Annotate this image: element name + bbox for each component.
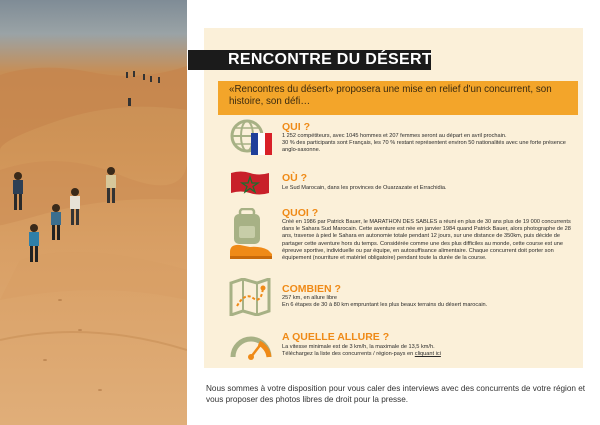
allure-line-2 bbox=[282, 351, 572, 358]
morocco-flag-icon bbox=[231, 170, 269, 196]
map-icon bbox=[229, 278, 271, 316]
qui-heading: QUI ? bbox=[282, 121, 310, 133]
allure-heading: A QUELLE ALLURE ? bbox=[282, 331, 390, 343]
footer-text: Nous sommes à votre disposition pour vous caler des interviews avec des concurrents de votre région et vous proposer des photos libres de droit pour la presse. bbox=[206, 384, 586, 404]
globe-flag-icon bbox=[229, 118, 274, 158]
ou-text: Le Sud Marocain, dans les provinces de Ouarzazate et Errachidia. bbox=[282, 185, 447, 191]
combien-line-2: En 6 étapes de 30 à 80 km empruntant les plus beaux terrains du désert marocain. bbox=[282, 302, 488, 309]
combien-heading: COMBIEN ? bbox=[282, 283, 341, 295]
quoi-text: Créé en 1986 par Patrick Bauer, le MARATHON DES SABLES a réuni en plus de 30 ans plus de 19 000 concurrents dans le Sahara Sud Marocain. Cette aventure est née en janvier 1984 quand Patrick Bauer, alors photographe de 28 ans, traverse à pied le Sahara en autonomie totale pendant 12 jours, sur une distance de 350km, puis décide de partager cette aventure hors du temps. Considérée comme une des plus difficiles au monde, cette course est une épreuve sportive, individuelle ou par équipe, en autosuffisance alimentaire. Chaque concurrent doit porter son équipement (nourriture et matériel obligatoire) pendant toute la durée de la course. bbox=[282, 219, 571, 262]
download-prefix: Téléchargez la liste des concurrents / région-pays en bbox=[282, 351, 415, 358]
combien-text bbox=[282, 295, 572, 309]
intro-text: «Rencontres du désert» proposera une mise en relief d'un concurrent, son histoire, son défi… bbox=[229, 84, 552, 107]
allure-line-1: La vitesse minimale est de 3 km/h, la maximale de 13,5 km/h. bbox=[282, 344, 435, 350]
page-title: RENCONTRE DU DÉSERT bbox=[228, 51, 432, 68]
speedometer-icon bbox=[229, 330, 273, 360]
quoi-heading: QUOI ? bbox=[282, 207, 319, 219]
qui-text bbox=[282, 133, 572, 155]
download-link[interactable]: cliquant ici bbox=[414, 351, 441, 358]
desert-runners-photo bbox=[0, 0, 187, 425]
qui-line-2: 30 % des participants sont Français, les 70 % restant représentent environ 50 nationalités avec une forte présence anglo-saxonne. bbox=[282, 140, 566, 154]
qui-line-1: 1 252 compétiteurs, avec 1045 hommes et 207 femmes seront au départ en avril prochain. bbox=[282, 133, 507, 139]
ou-heading: OÙ ? bbox=[282, 172, 308, 184]
desert-scene bbox=[0, 0, 187, 425]
info-panel bbox=[204, 28, 583, 368]
combien-line-1: 257 km, en allure libre bbox=[282, 295, 338, 301]
backpack-shoe-icon bbox=[226, 208, 278, 262]
allure-text bbox=[282, 344, 572, 358]
